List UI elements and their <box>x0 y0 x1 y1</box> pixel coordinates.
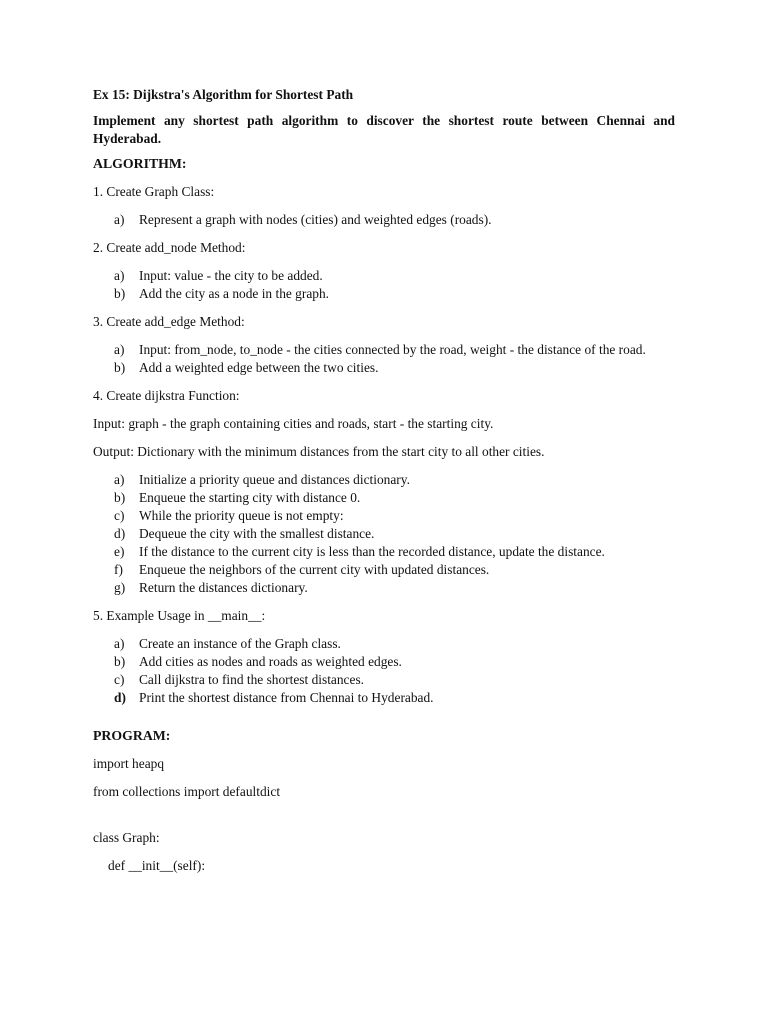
list-marker: g) <box>114 580 126 595</box>
list-marker: a) <box>114 342 125 357</box>
list-marker: b) <box>114 654 126 669</box>
list-item <box>114 285 675 303</box>
code-line: class Graph: <box>93 830 160 845</box>
list-item <box>114 525 675 543</box>
step-3-heading: 3. Create add_edge Method: <box>93 314 245 329</box>
list-marker: e) <box>114 544 125 559</box>
step-5-list <box>93 635 675 707</box>
list-item-text: Add the city as a node in the graph. <box>139 286 330 301</box>
step-2-list <box>93 267 675 303</box>
program-heading: PROGRAM: <box>93 728 171 743</box>
step-5-heading: 5. Example Usage in __main__: <box>93 608 266 623</box>
list-item-text: Enqueue the neighbors of the current city with updated distances. <box>139 562 490 577</box>
list-item-text: Input: from_node, to_node - the cities connected by the road, weight - the distance of the road. <box>139 342 646 357</box>
list-item-text: Input: value - the city to be added. <box>139 268 323 283</box>
list-item-text: Represent a graph with nodes (cities) and weighted edges (roads). <box>139 212 492 227</box>
list-item-text: Return the distances dictionary. <box>139 580 308 595</box>
document-content <box>93 86 675 885</box>
list-marker: c) <box>114 508 125 523</box>
code-line: import heapq <box>93 756 165 771</box>
list-marker: d) <box>114 690 126 705</box>
exercise-title: Ex 15: Dijkstra's Algorithm for Shortest Path <box>93 87 354 102</box>
list-item <box>114 653 675 671</box>
list-marker: a) <box>114 268 125 283</box>
list-item <box>114 579 675 597</box>
list-marker: b) <box>114 286 126 301</box>
list-item-text: Call dijkstra to find the shortest distances. <box>139 672 364 687</box>
list-item-text: Dequeue the city with the smallest distance. <box>139 526 375 541</box>
list-item <box>114 635 675 653</box>
list-marker: a) <box>114 636 125 651</box>
code-line: from collections import defaultdict <box>93 784 281 799</box>
list-item <box>114 489 675 507</box>
list-item <box>114 267 675 285</box>
list-marker: a) <box>114 472 125 487</box>
list-item-text: While the priority queue is not empty: <box>139 508 344 523</box>
step-4-output: Output: Dictionary with the minimum distances from the start city to all other cities. <box>93 444 545 459</box>
list-marker: f) <box>114 562 123 577</box>
task-statement: Implement any shortest path algorithm to discover the shortest route between Chennai and Hyderabad. <box>93 113 675 146</box>
list-item-text: If the distance to the current city is less than the recorded distance, update the distance. <box>139 544 605 559</box>
list-item <box>114 507 675 525</box>
list-marker: b) <box>114 490 126 505</box>
list-item-text: Initialize a priority queue and distances dictionary. <box>139 472 410 487</box>
step-4-input: Input: graph - the graph containing cities and roads, start - the starting city. <box>93 416 494 431</box>
list-marker: c) <box>114 672 125 687</box>
list-item <box>114 211 675 229</box>
list-item <box>114 689 675 707</box>
step-4-list <box>93 471 675 597</box>
list-item-text: Create an instance of the Graph class. <box>139 636 341 651</box>
list-item-text: Enqueue the starting city with distance 0. <box>139 490 361 505</box>
list-item-text: Print the shortest distance from Chennai to Hyderabad. <box>139 690 434 705</box>
step-1-heading: 1. Create Graph Class: <box>93 184 215 199</box>
step-2-heading: 2. Create add_node Method: <box>93 240 246 255</box>
list-marker: d) <box>114 526 126 541</box>
list-item <box>114 671 675 689</box>
list-item <box>114 471 675 489</box>
list-marker: b) <box>114 360 126 375</box>
list-item <box>114 341 675 359</box>
step-1-list <box>93 211 675 229</box>
step-4-heading: 4. Create dijkstra Function: <box>93 388 240 403</box>
list-item <box>114 561 675 579</box>
algorithm-heading: ALGORITHM: <box>93 156 187 171</box>
list-item <box>114 359 675 377</box>
list-marker: a) <box>114 212 125 227</box>
list-item <box>114 543 675 561</box>
list-item-text: Add cities as nodes and roads as weighted edges. <box>139 654 402 669</box>
code-line: def __init__(self): <box>108 858 206 873</box>
step-3-list <box>93 341 675 377</box>
list-item-text: Add a weighted edge between the two cities. <box>139 360 379 375</box>
